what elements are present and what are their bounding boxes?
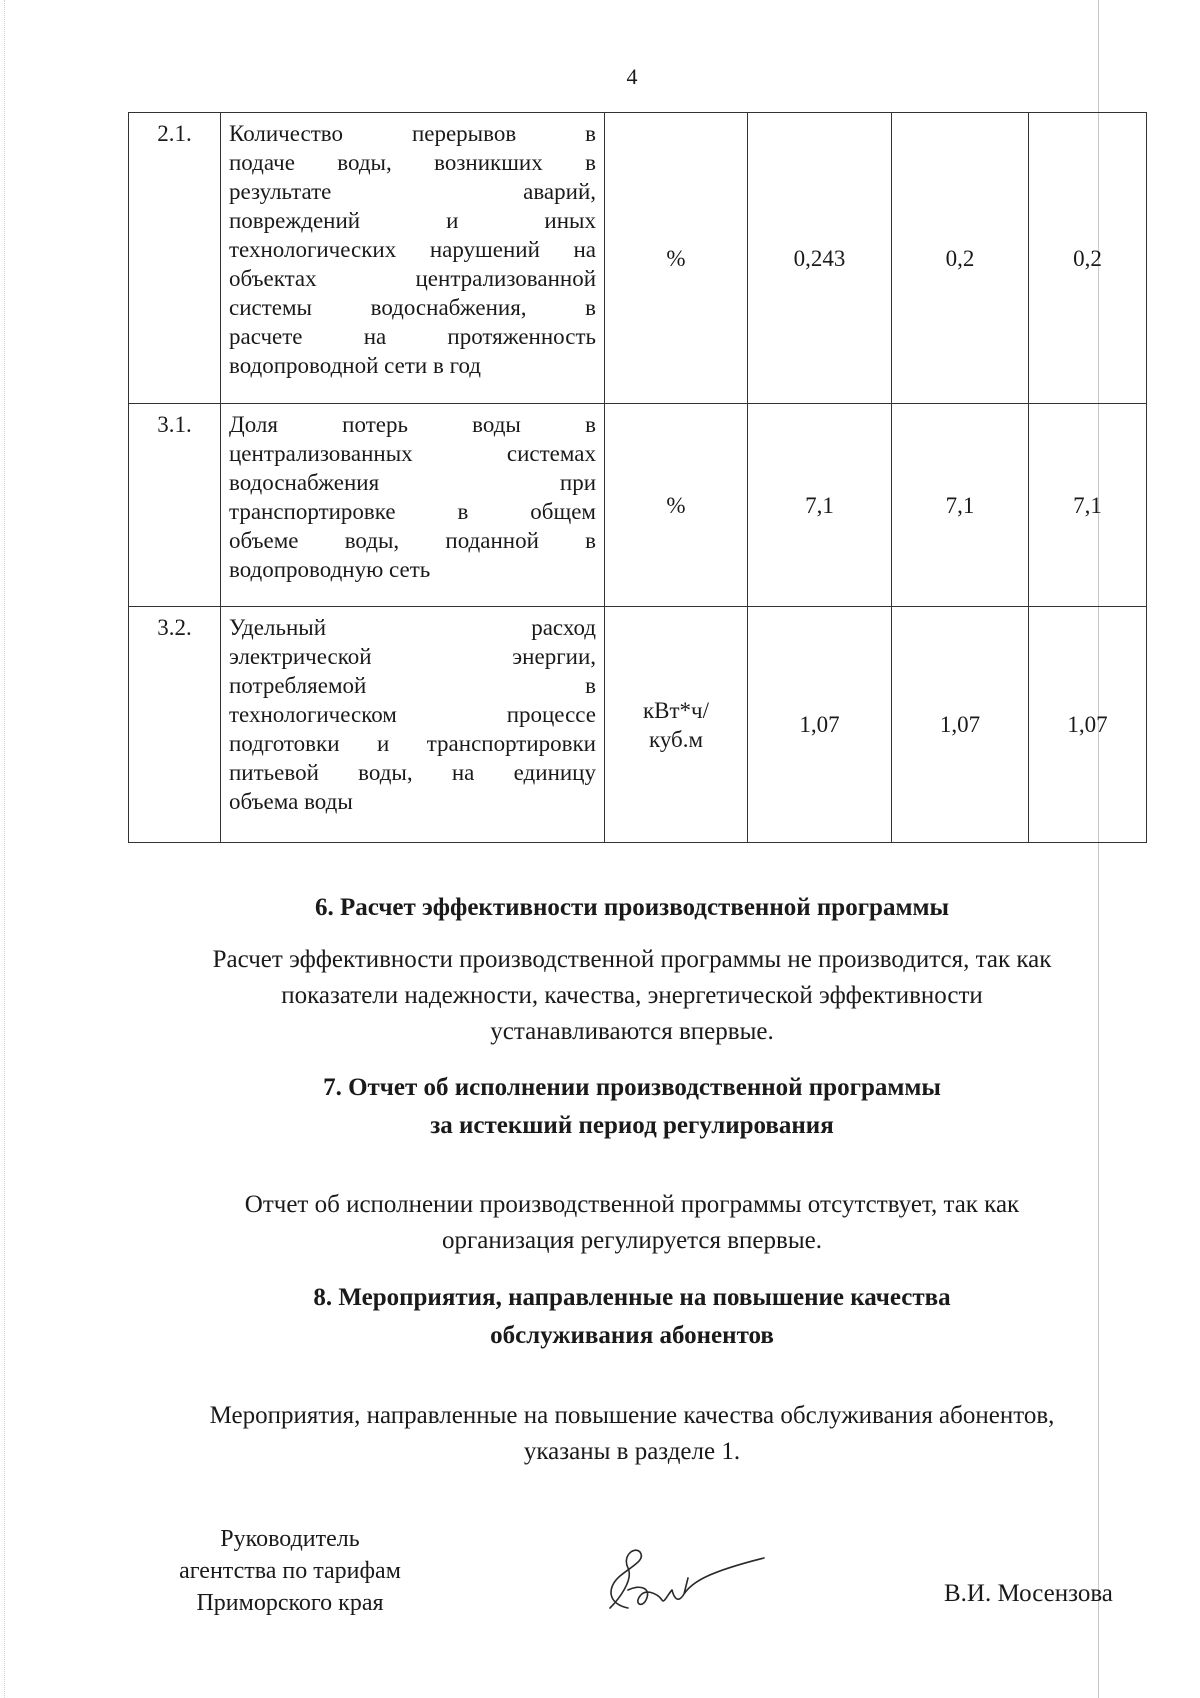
unit-cell: % (605, 404, 748, 607)
indicator-description (221, 113, 605, 404)
section-7-text (0, 1187, 1200, 1259)
value-cell: 0,243 (748, 113, 892, 404)
row-number: 3.1. (129, 404, 221, 607)
description-line: технологическом процессе (229, 702, 596, 727)
value-cell: 1,07 (892, 607, 1029, 843)
page-number: 4 (626, 64, 638, 89)
table-row (129, 113, 1147, 404)
description-line: Доля потерь воды в (229, 412, 596, 437)
description-line: питьевой воды, на единицу (229, 760, 596, 785)
description-line: объектах централизованной (229, 266, 596, 291)
text-line: указаны в разделе 1. (523, 1438, 741, 1465)
text-line: Мероприятия, направленные на повышение качества обслуживания абонентов, (209, 1402, 1055, 1429)
signer-name: В.И. Мосензова (944, 1580, 1113, 1607)
value-cell: 0,2 (892, 113, 1029, 404)
description-line: системы водоснабжения, в (229, 295, 596, 320)
value-cell: 7,1 (1029, 404, 1147, 607)
value-cell: 1,07 (1029, 607, 1147, 843)
description-line: результате аварий, (229, 179, 596, 204)
section-8-text (0, 1398, 1200, 1470)
section-8-heading (0, 1279, 1200, 1355)
description-line: потребляемой в (229, 673, 596, 698)
value-cell: 7,1 (892, 404, 1029, 607)
unit-line: куб.м (648, 726, 704, 752)
description-line: Удельный расход (229, 615, 596, 640)
text-line: Отчет об исполнении производственной программы отсутствует, так как (244, 1191, 1020, 1218)
indicator-description (221, 404, 605, 607)
title-line: агентства по тарифам (179, 1558, 401, 1584)
description-line: повреждений и иных (229, 208, 596, 233)
description-line: расчете на протяженность (229, 324, 596, 349)
handwritten-signature (588, 1538, 768, 1618)
unit-line: кВт*ч/ (642, 697, 710, 723)
unit-cell (605, 607, 748, 843)
description-line: технологических нарушений на (229, 237, 596, 262)
heading-line: 7. Отчет об исполнении производственной программы (323, 1074, 941, 1101)
indicator-description (221, 607, 605, 843)
indicators-table (128, 112, 1147, 843)
heading-line: 8. Мероприятия, направленные на повышение качества (313, 1284, 951, 1311)
text-line: устанавливаются впервые. (490, 1018, 774, 1045)
text-line: показатели надежности, качества, энергетической эффективности (281, 982, 983, 1009)
description-line: водопроводную сеть (229, 557, 431, 582)
text-line: Расчет эффективности производственной программы не производится, так как (212, 946, 1052, 973)
value-cell: 1,07 (748, 607, 892, 843)
description-line: объеме воды, поданной в (229, 528, 596, 553)
description-line: Количество перерывов в (229, 121, 596, 146)
description-line: объема воды (229, 789, 353, 814)
value-cell: 0,2 (1029, 113, 1147, 404)
description-line: подаче воды, возникших в (229, 150, 596, 175)
description-line: водопроводной сети в год (229, 353, 481, 378)
section-7-heading (0, 1069, 1200, 1145)
text-line: организация регулируется впервые. (442, 1227, 822, 1254)
signer-title (150, 1523, 430, 1619)
value-cell: 7,1 (748, 404, 892, 607)
section-6-heading: 6. Расчет эффективности производственной программы (314, 894, 950, 921)
description-line: электрической энергии, (229, 644, 596, 669)
table-row (129, 607, 1147, 843)
description-line: водоснабжения при (229, 470, 596, 495)
title-line: Руководитель (220, 1526, 360, 1552)
row-number: 2.1. (129, 113, 221, 404)
unit-cell: % (605, 113, 748, 404)
section-6-text (0, 942, 1200, 1050)
description-line: подготовки и транспортировки (229, 731, 596, 756)
description-line: централизованных системах (229, 441, 596, 466)
heading-line: за истекший период регулирования (430, 1112, 834, 1139)
title-line: Приморского края (196, 1590, 384, 1616)
heading-line: обслуживания абонентов (490, 1322, 774, 1349)
description-line: транспортировке в общем (229, 499, 596, 524)
table-row (129, 404, 1147, 607)
row-number: 3.2. (129, 607, 221, 843)
